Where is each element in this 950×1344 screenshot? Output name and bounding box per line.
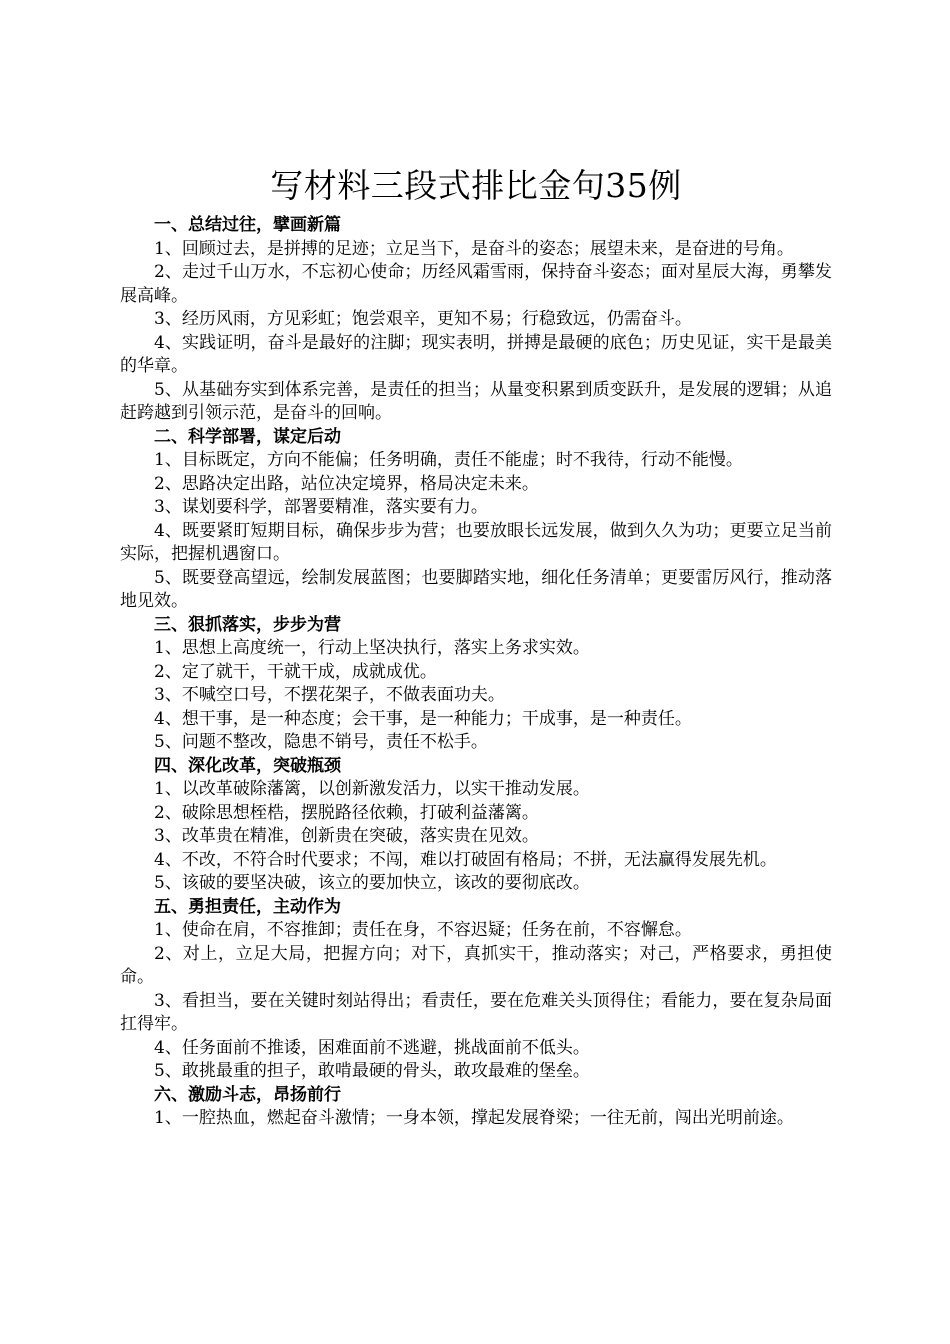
list-item: 5、问题不整改，隐患不销号，责任不松手。 xyxy=(154,732,488,752)
list-item: 5、从基础夯实到体系完善，是责任的担当；从量变积累到质变跃升，是发展的逻辑；从追赶跨越到引领示范，是奋斗的回响。 xyxy=(120,379,832,423)
section-2 xyxy=(120,426,832,614)
list-item: 3、谋划要科学，部署要精准，落实要有力。 xyxy=(154,497,488,517)
list-item: 5、既要登高望远，绘制发展蓝图；也要脚踏实地，细化任务清单；更要雷厉风行，推动落地见效。 xyxy=(120,567,832,611)
section-heading: 五、勇担责任，主动作为 xyxy=(154,896,341,917)
list-item: 3、经历风雨，方见彩虹；饱尝艰辛，更知不易；行稳致远，仍需奋斗。 xyxy=(154,309,692,329)
list-item: 2、定了就干，干就干成，成就成优。 xyxy=(154,661,437,682)
list-item: 1、回顾过去，是拼搏的足迹；立足当下，是奋斗的姿态；展望未来，是奋进的号角。 xyxy=(154,238,794,259)
list-item: 4、既要紧盯短期目标，确保步步为营；也要放眼长远发展，做到久久为功；更要立足当前实际，把握机遇窗口。 xyxy=(120,520,832,564)
list-item: 3、不喊空口号，不摆花架子，不做表面功夫。 xyxy=(154,685,505,705)
list-item: 2、思路决定出路，站位决定境界，格局决定未来。 xyxy=(154,473,539,494)
section-5 xyxy=(120,896,832,1084)
list-item: 1、以改革破除藩篱，以创新激发活力，以实干推动发展。 xyxy=(154,779,590,799)
list-item: 4、任务面前不推诿，困难面前不逃避，挑战面前不低头。 xyxy=(154,1037,590,1058)
section-4 xyxy=(120,755,832,896)
list-item: 2、对上，立足大局，把握方向；对下，真抓实干，推动落实；对己，严格要求，勇担使命。 xyxy=(120,943,832,987)
list-item: 5、敢挑最重的担子，敢啃最硬的骨头，敢攻最难的堡垒。 xyxy=(154,1061,590,1081)
section-heading: 六、激励斗志，昂扬前行 xyxy=(154,1084,341,1105)
list-item: 1、目标既定，方向不能偏；任务明确，责任不能虚；时不我待，行动不能慢。 xyxy=(154,450,743,470)
list-item: 4、想干事，是一种态度；会干事，是一种能力；干成事，是一种责任。 xyxy=(154,708,692,729)
list-item: 1、使命在肩，不容推卸；责任在身，不容迟疑；任务在前，不容懈怠。 xyxy=(154,920,692,940)
list-item: 3、看担当，要在关键时刻站得出；看责任，要在危难关头顶得住；看能力，要在复杂局面扛得牢。 xyxy=(120,990,832,1034)
section-heading: 一、总结过往，擘画新篇 xyxy=(154,215,341,235)
section-heading: 三、狠抓落实，步步为营 xyxy=(154,614,341,635)
list-item: 1、一腔热血，燃起奋斗激情；一身本领，撑起发展脊梁；一往无前，闯出光明前途。 xyxy=(154,1108,794,1128)
section-1 xyxy=(120,214,832,426)
list-item: 5、该破的要坚决破，该立的要加快立，该改的要彻底改。 xyxy=(154,873,590,893)
list-item: 4、实践证明，奋斗是最好的注脚；现实表明，拼搏是最硬的底色；历史见证，实干是最美的华章。 xyxy=(120,332,832,376)
list-item: 1、思想上高度统一，行动上坚决执行，落实上务求实效。 xyxy=(154,638,590,658)
document-title: 写材料三段式排比金句35例 xyxy=(270,166,682,205)
section-6 xyxy=(120,1084,832,1131)
list-item: 2、走过千山万水，不忘初心使命；历经风霜雪雨，保持奋斗姿态；面对星辰大海，勇攀发展高峰。 xyxy=(120,262,832,306)
section-heading: 四、深化改革，突破瓶颈 xyxy=(154,755,341,776)
list-item: 4、不改，不符合时代要求；不闯，难以打破固有格局；不拼，无法赢得发展先机。 xyxy=(154,849,777,870)
document-body xyxy=(120,164,832,1131)
list-item: 2、破除思想桎梏，摆脱路径依赖，打破利益藩篱。 xyxy=(154,802,539,823)
section-3 xyxy=(120,614,832,755)
list-item: 3、改革贵在精准，创新贵在突破，落实贵在见效。 xyxy=(154,826,539,846)
section-heading: 二、科学部署，谋定后动 xyxy=(154,426,341,447)
